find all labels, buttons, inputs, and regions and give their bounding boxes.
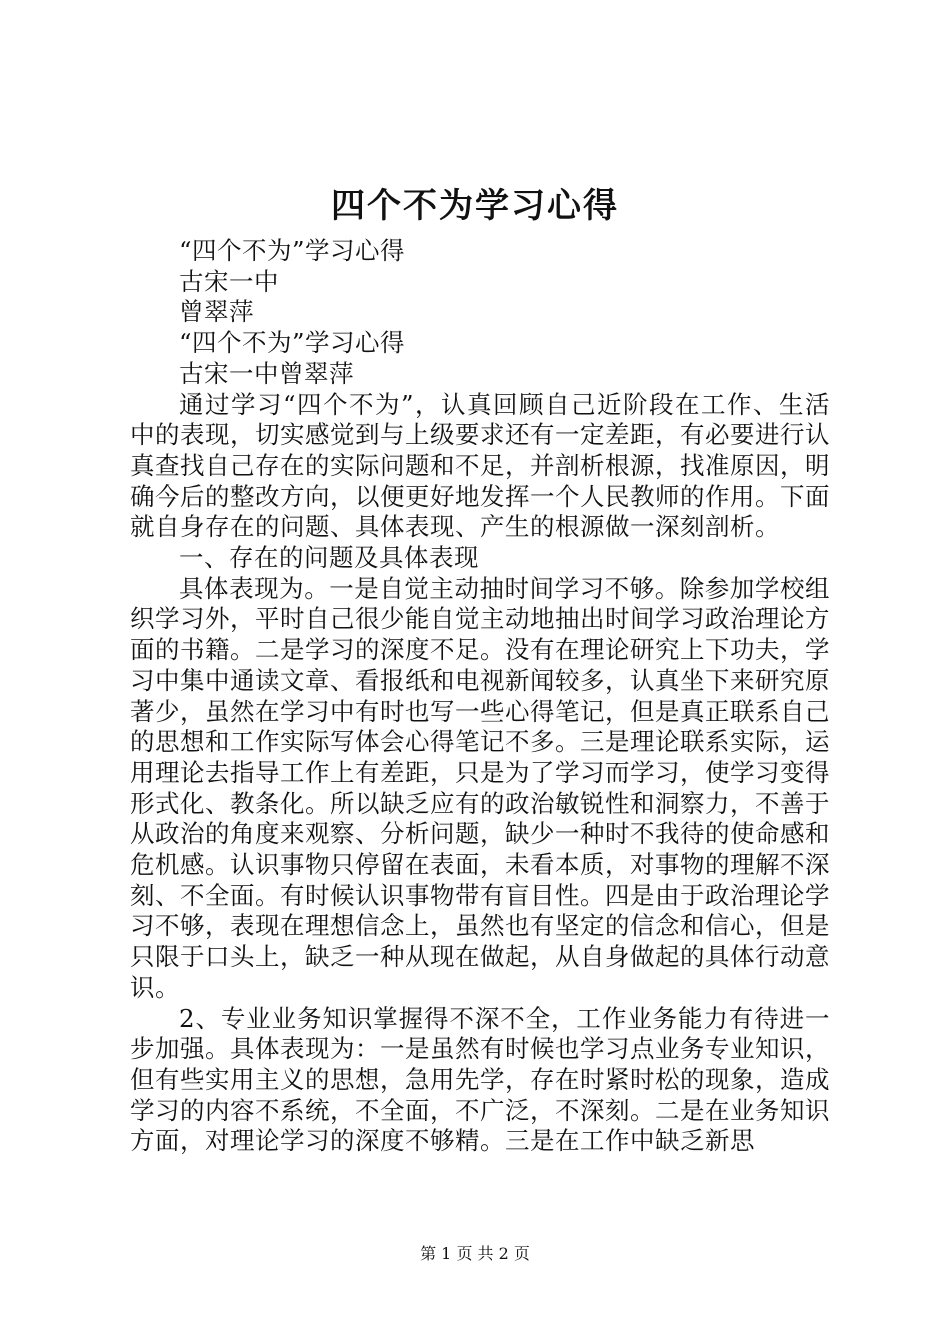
paragraph-school: 古宋一中 (179, 266, 279, 296)
paragraph-subtitle: “四个不为”学习心得 (179, 236, 406, 265)
paragraph-school-author: 古宋一中曾翠萍 (179, 358, 354, 388)
page-footer: 第 1 页 共 2 页 (420, 1244, 530, 1263)
section-heading: 一、存在的问题及具体表现 (179, 543, 479, 573)
paragraph-author: 曾翠萍 (179, 297, 254, 327)
paragraph-body: 具体表现为。一是自觉主动抽时间学习不够。除参加学校组织学习外，平时自己很少能自觉主动地抽出时间学习政治理论方面的书籍。二是学习的深度不足。没有在理论研究上下功夫，学习中集中通读文章、看报纸和电视新闻较多，认真坐下来研究原著少，虽然在学习中有时也写一些心得笔记，但是真正联系自己的思想和工作实际写体会心得笔记不多。三是理论联系实际，运用理论去指导工作上有差距，只是为了学习而学习，使学习变得形式化、教条化。所以缺乏应有的政治敏锐性和洞察力，不善于从政治的角度来观察、分析问题，缺少一种时不我待的使命感和危机感。认识事物只停留在表面，未看本质，对事物的理解不深刻、不全面。有时候认识事物带有盲目性。四是由于政治理论学习不够，表现在理想信念上，虽然也有坚定的信念和信心，但是只限于口头上，缺乏一种从现在做起，从自身做起的具体行动意识。 (130, 573, 830, 1002)
paragraph-intro: 通过学习“四个不为”，认真回顾自己近阶段在工作、生活中的表现，切实感觉到与上级要求还有一定差距，有必要进行认真查找自己存在的实际问题和不足，并剖析根源，找准原因，明确今后的整改方向，以便更好地发挥一个人民教师的作用。下面就自身存在的问题、具体表现、产生的根源做一深刻剖析。 (130, 389, 830, 542)
paragraph-subtitle-repeat: “四个不为”学习心得 (179, 328, 406, 358)
paragraph-body: 2、专业业务知识掌握得不深不全，工作业务能力有待进一步加强。具体表现为：一是虽然有时候也学习点业务专业知识，但有些实用主义的思想，急用先学，存在时紧时松的现象，造成学习的内容不系统，不全面，不广泛，不深刻。二是在业务知识方面，对理论学习的深度不够精。三是在工作中缺乏新思 (130, 1003, 830, 1156)
document-body (130, 236, 830, 1157)
document-title: 四个不为学习心得 (331, 186, 619, 226)
